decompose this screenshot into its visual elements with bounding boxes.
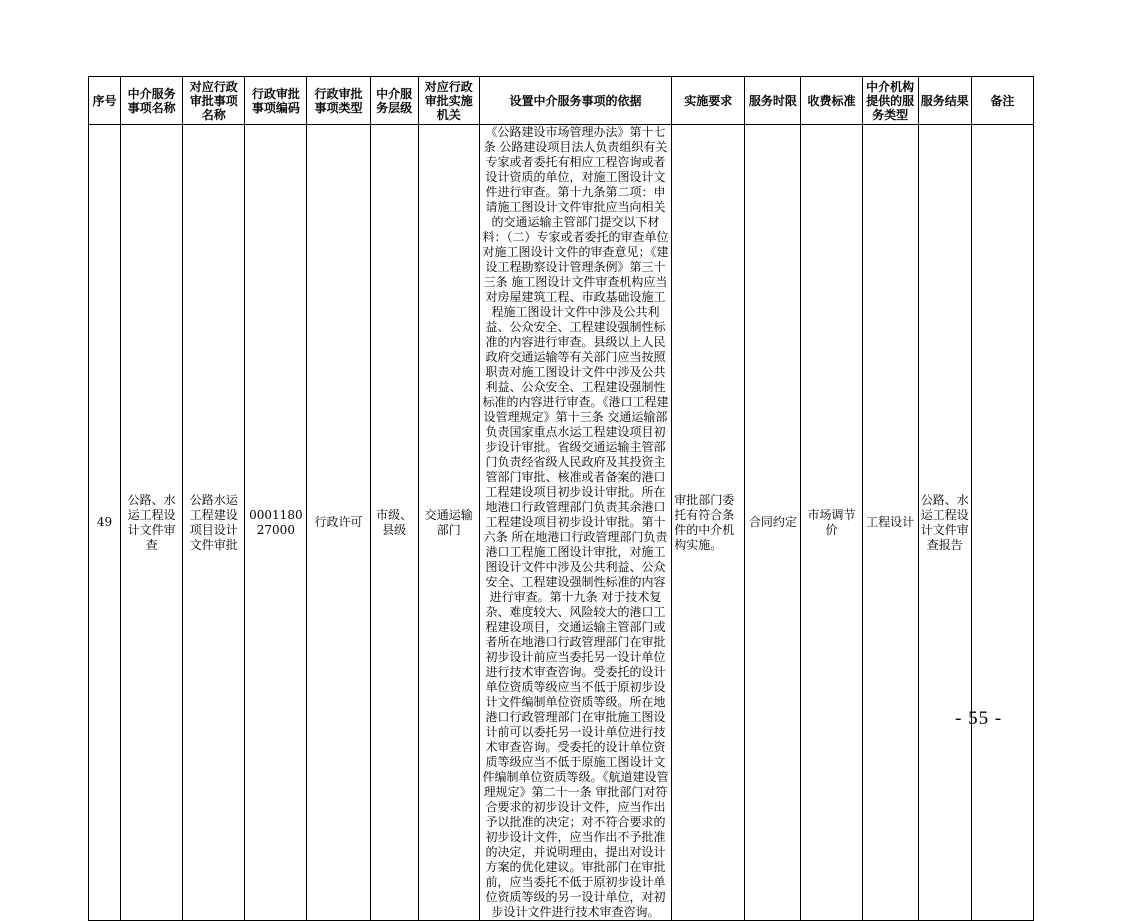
header-basis: 设置中介服务事项的依据 bbox=[479, 77, 671, 125]
cell-basis: 《公路建设市场管理办法》第十七条 公路建设项目法人负责组织有关专家或者委托有相应工程咨询或者设计资质的单位，对施工图设计文件进行审查。第十九条第二项：申请施工图设计文件审批应当向相关的交通运输主管部门提交以下材料：（二）专家或者委托的审查单位对施工图设计文件的审查意见；《建设工程勘察设计管理条例》第三十三条 施工图设计文件审查机构应当对房屋建筑工程、市政基础设施工程施工图设计文件中涉及公共利益、公众安全、工程建设强制性标准的内容进行审查。县级以上人民政府交通运输等有关部门应当按照职责对施工图设计文件中涉及公共利益、公众安全、工程建设强制性标准的内容进行审查。《港口工程建设管理规定》第十三条 交通运输部负责国家重点水运工程建设项目初步设计审批。省级交通运输主管部门负责经省级人民政府及其投资主管部门审批、核准或者备案的港口工程建设项目初步设计审批。所在地港口行政管理部门负责其余港口工程建设项目初步设计审批。第十六条 所在地港口行政管理部门负责港口工程施工图设计审批，对施工图设计文件中涉及公共利益、公众安全、工程建设强制性标准的内容进行审查。第十九条 对于技术复杂、难度较大、风险较大的港口工程建设项目，交通运输主管部门或者所在地港口行政管理部门在审批初步设计前应当委托另一设计单位进行技术审查咨询。受委托的设计单位资质等级应当不低于原初步设计文件编制单位资质等级。所在地港口行政管理部门在审批施工图设计前可以委托另一设计单位进行技术审查咨询。受委托的设计单位资质等级应当不低于原施工图设计文件编制单位资质等级。《航道建设管理规定》第二十一条 审批部门对符合要求的初步设计文件，应当作出予以批准的决定；对不符合要求的初步设计文件，应当作出不予批准的决定，并说明理由，提出对设计方案的优化建议。审批部门在审批前，应当委托不低于原初步设计单位资质等级的另一设计单位，对初步设计文件进行技术审查咨询。 bbox=[479, 125, 671, 921]
header-row bbox=[89, 77, 1034, 125]
cell-authority: 交通运输部门 bbox=[418, 125, 479, 921]
cell-service-name: 公路、水运工程设计文件审查 bbox=[121, 125, 183, 921]
page-number: - 55 - bbox=[955, 708, 1003, 729]
intermediary-service-table bbox=[88, 76, 1034, 921]
cell-service-type: 工程设计 bbox=[862, 125, 918, 921]
header-authority: 对应行政审批实施机关 bbox=[418, 77, 479, 125]
cell-approval-name: 公路水运工程建设项目设计文件审批 bbox=[183, 125, 245, 921]
header-approval-type: 行政审批事项类型 bbox=[307, 77, 370, 125]
header-service-type: 中介机构提供的服务类型 bbox=[862, 77, 918, 125]
header-index: 序号 bbox=[89, 77, 121, 125]
cell-approval-type: 行政许可 bbox=[307, 125, 370, 921]
header-fee-standard: 收费标准 bbox=[801, 77, 862, 125]
cell-requirement: 审批部门委托有符合条件的中介机构实施。 bbox=[672, 125, 745, 921]
cell-remarks bbox=[971, 125, 1033, 921]
header-result: 服务结果 bbox=[918, 77, 971, 125]
header-approval-code: 行政审批事项编码 bbox=[245, 77, 307, 125]
cell-index: 49 bbox=[89, 125, 121, 921]
header-approval-name: 对应行政审批事项名称 bbox=[183, 77, 245, 125]
header-service-level: 中介服务层级 bbox=[370, 77, 418, 125]
header-time-limit: 服务时限 bbox=[745, 77, 801, 125]
cell-result: 公路、水运工程设计文件审查报告 bbox=[918, 125, 971, 921]
cell-approval-code: 000118027000 bbox=[245, 125, 307, 921]
header-service-name: 中介服务事项名称 bbox=[121, 77, 183, 125]
table-row bbox=[89, 125, 1034, 921]
cell-fee-standard: 市场调节价 bbox=[801, 125, 862, 921]
header-requirement: 实施要求 bbox=[672, 77, 745, 125]
cell-time-limit: 合同约定 bbox=[745, 125, 801, 921]
cell-service-level: 市级、县级 bbox=[370, 125, 418, 921]
header-remarks: 备注 bbox=[971, 77, 1033, 125]
